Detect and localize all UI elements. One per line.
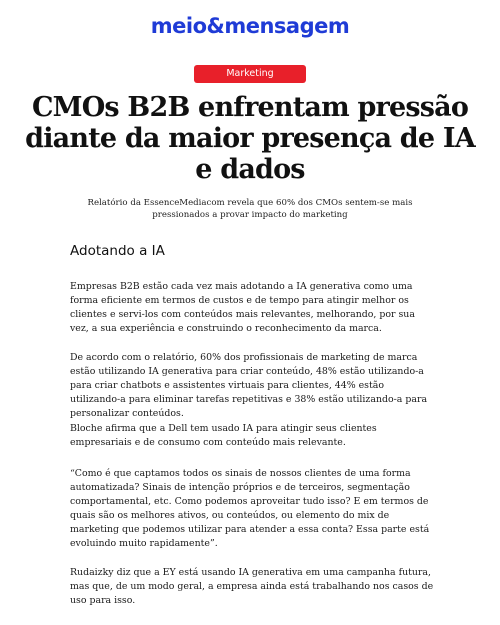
article-paragraph: Rudaizky diz que a EY está usando IA generativa em uma campanha futura, mas que, de um modo geral, a empresa ainda está trabalhando nos casos de uso para isso. xyxy=(70,567,434,606)
section-heading: Adotando a IA xyxy=(70,243,165,259)
category-badge[interactable]: Marketing xyxy=(194,65,306,83)
site-logo[interactable]: meio&mensagem xyxy=(150,14,350,38)
article-paragraph: Bloche afirma que a Dell tem usado IA para atingir seus clientes empresariais e de consumo com conteúdo mais relevante. xyxy=(70,423,377,448)
article-paragraph: De acordo com o relatório, 60% dos profissionais de marketing de marca estão utilizando IA generativa para criar conteúdo, 48% estão utilizando-a para criar chatbots e assistentes virtuais para clientes, 44% estão utilizando-a para eliminar tarefas repetitivas e 38% estão utilizando-a para personalizar conteúdos. xyxy=(70,352,428,419)
article-paragraph: Empresas B2B estão cada vez mais adotando a IA generativa como uma forma eficiente em termos de custos e de tempo para atingir melhor os clientes e servi-los com conteúdos mais relevantes, melhorando, por sua vez, a sua experiência e construindo o reconhecimento da marca. xyxy=(70,281,415,334)
article-subtitle: Relatório da EssenceMediacom revela que 60% dos CMOs sentem-se mais pressionados a provar impacto do marketing xyxy=(87,198,413,220)
article-quote-paragraph: “Como é que captamos todos os sinais de nossos clientes de uma forma automatizada? Sinais de intenção próprios e de terceiros, segmentação comportamental, etc. Como podemos aproveitar tudo isso? E em termos de quais são os melhores ativos, ou conteúdos, ou elemento do mix de marketing que podemos utilizar para atender a essa conta? Essa parte está evoluindo muito rapidamente”. xyxy=(70,468,430,549)
article-title: CMOs B2B enfrentam pressão diante da maior presença de IA e dados xyxy=(25,92,475,185)
